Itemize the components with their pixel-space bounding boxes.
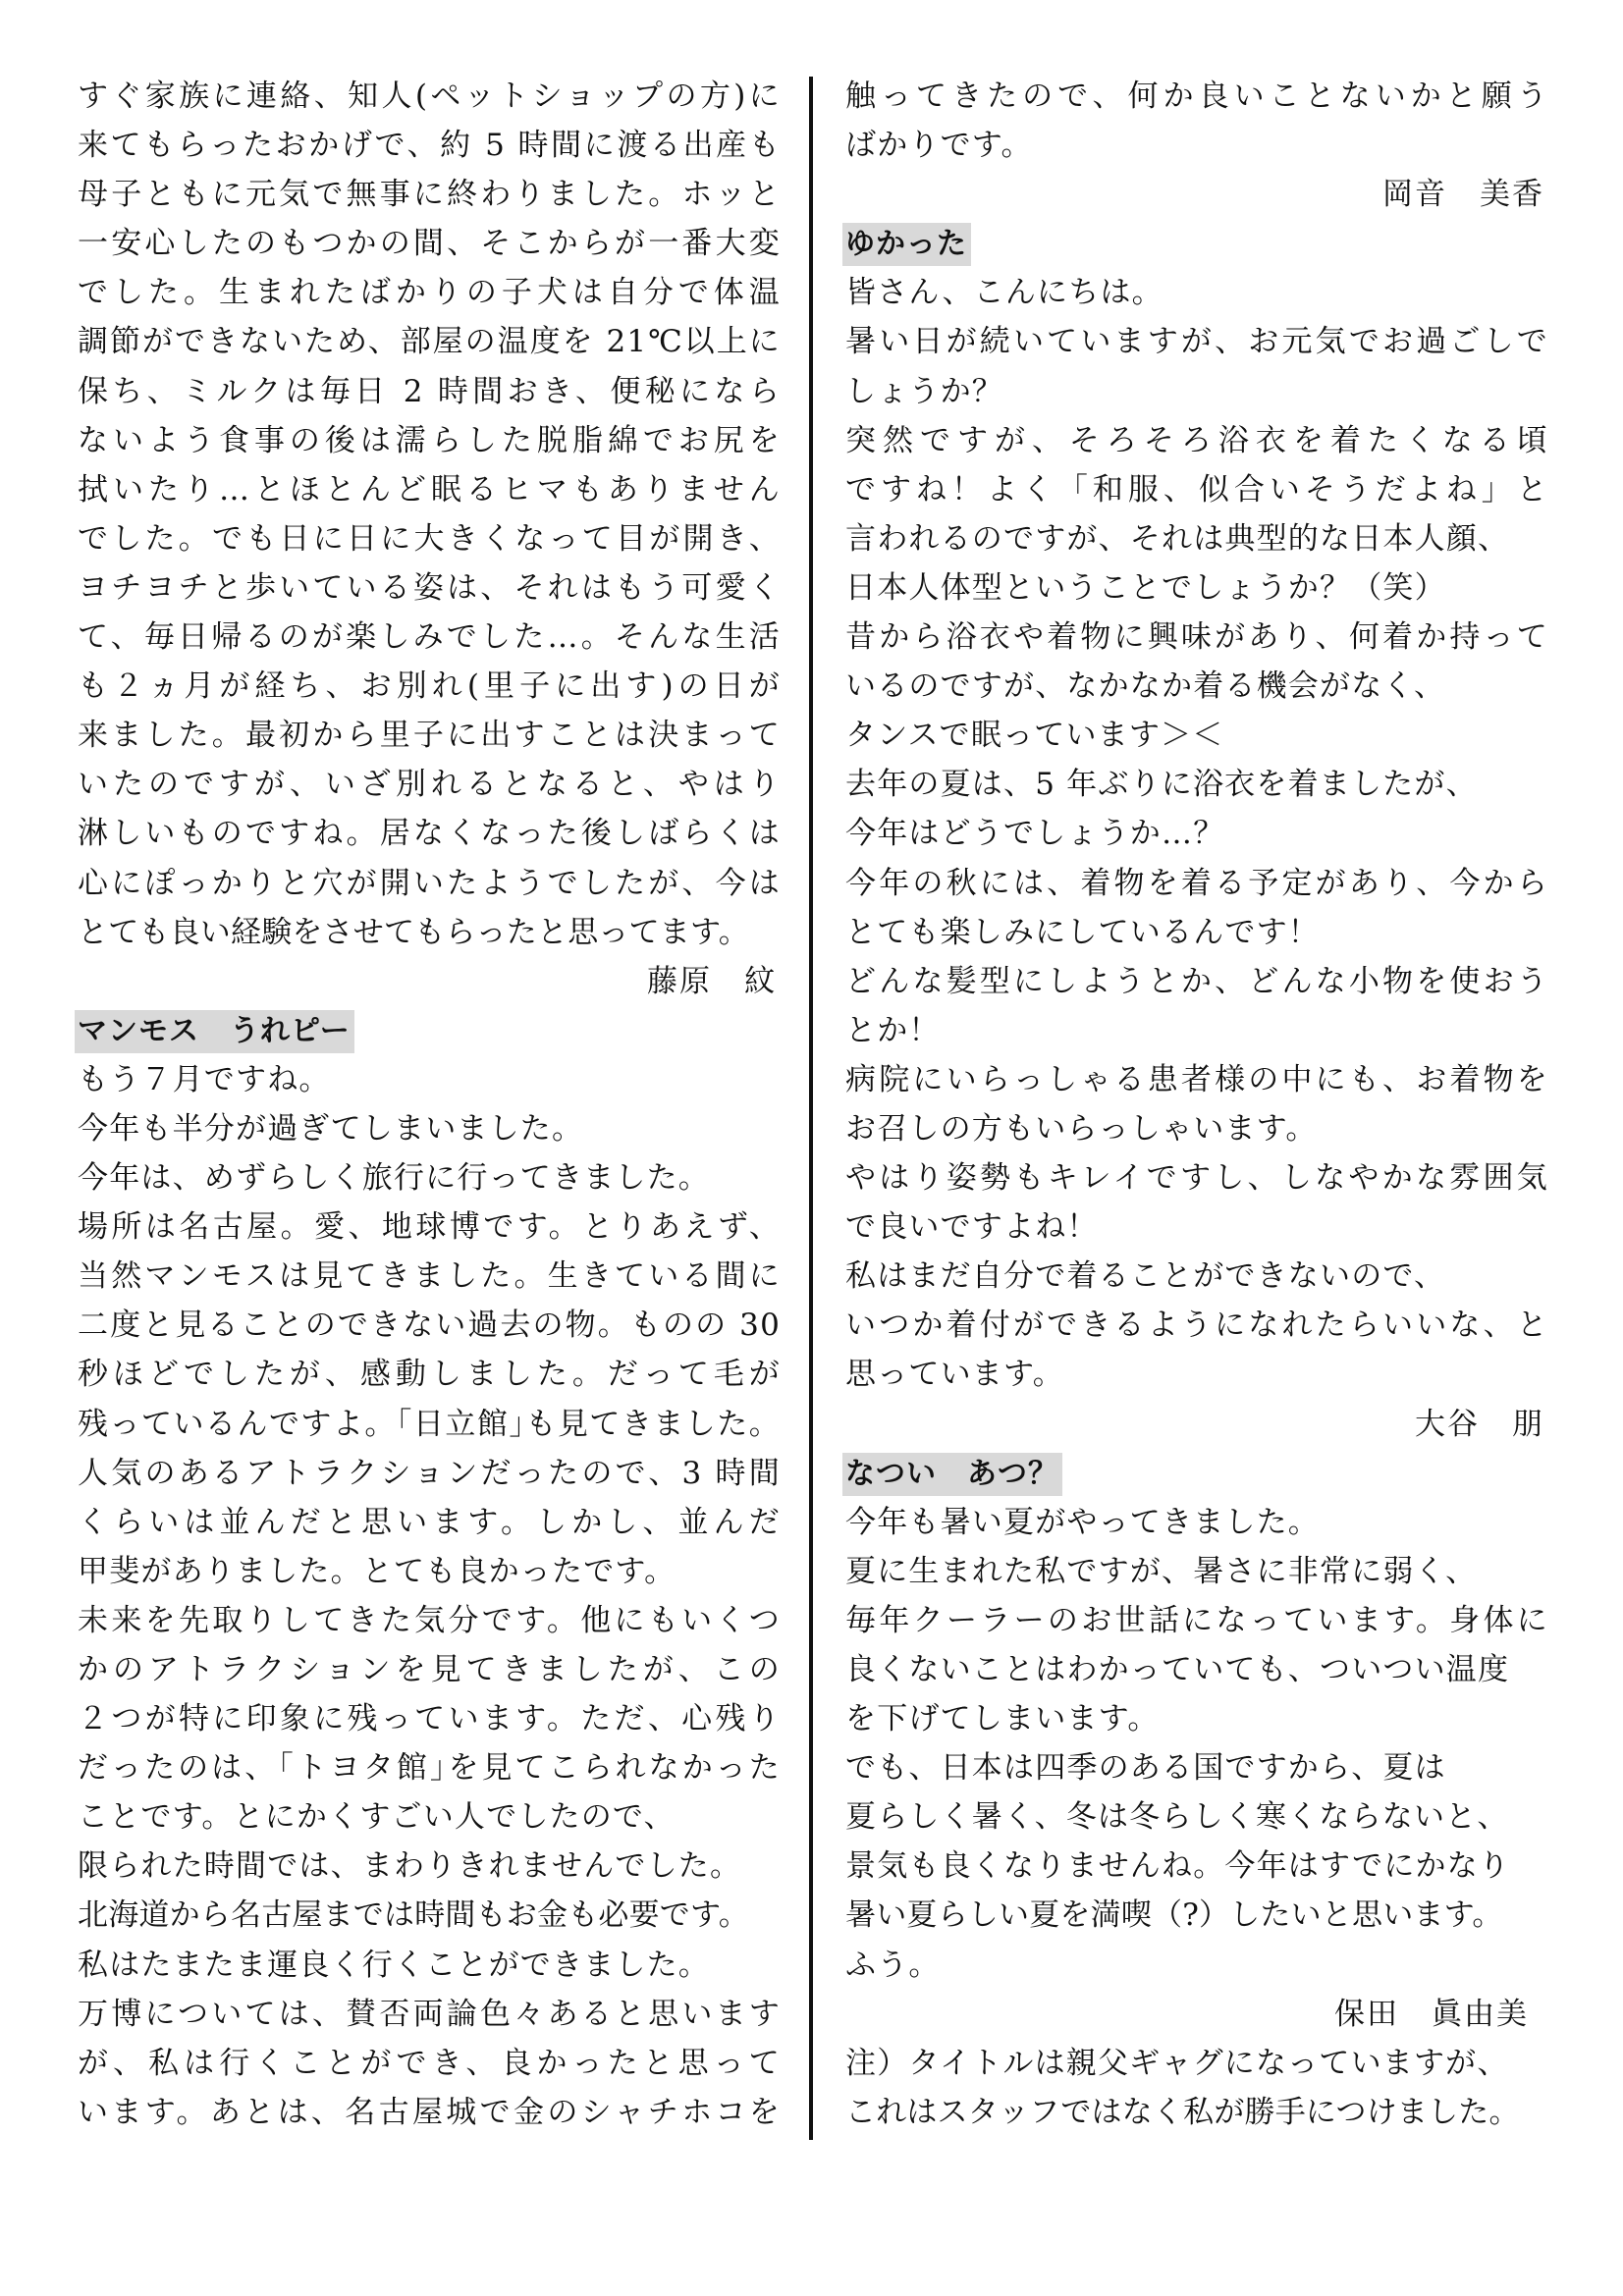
body-line: で良いですよね！ — [845, 1209, 1099, 1246]
body-line: お召しの方もいらっしゃいます。 — [845, 1110, 1318, 1147]
body-line: 私はたまたま運良く行くことができました。 — [78, 1947, 710, 1983]
article-heading-row — [78, 1006, 781, 1055]
body-line: しょうか？ — [845, 373, 1003, 409]
body-line: 今年も暑い夏がやってきました。 — [845, 1504, 1320, 1540]
body-line: 場所は名古屋。愛、地球博です。とりあえず、 — [78, 1209, 781, 1246]
body-line: とても楽しみにしているんです！ — [845, 914, 1320, 950]
body-line: います。あとは、名古屋城で金のシャチホコを — [78, 2094, 781, 2130]
body-line: でした。生まれたばかりの子犬は自分で体温 — [78, 275, 781, 311]
article-heading-row — [845, 219, 1548, 268]
body-line: 私はまだ自分で着ることができないので、 — [845, 1258, 1446, 1295]
body-line: 母子ともに元気で無事に終わりました。ホッと — [78, 177, 781, 213]
body-line: 昔から浴衣や着物に興味があり、何着か持って — [845, 619, 1548, 656]
article-yukatta — [845, 219, 1548, 1448]
body-line: タンスで眠っています＞＜ — [845, 718, 1224, 754]
body-line: 北海道から名古屋までは時間もお金も必要です。 — [78, 1897, 749, 1934]
body-line: 来ました。最初から里子に出すことは決まって — [78, 718, 781, 754]
body-line: 一安心したのもつかの間、そこからが一番大変 — [78, 226, 781, 262]
body-line: 良くないことはわかっていても、ついつい温度 — [845, 1652, 1510, 1687]
body-line: 今年は、めずらしく旅行に行ってきました。 — [78, 1160, 710, 1197]
body-line: 来てもらったおかげで、約 5 時間に渡る出産も — [78, 128, 781, 164]
body-line: だったのは、｢トヨタ館｣を見てこられなかった — [78, 1750, 781, 1787]
body-line: 保ち、ミルクは毎日 2 時間おき、便秘になら — [78, 373, 781, 409]
article-title: マンモス うれピー — [75, 1010, 354, 1053]
body-line: すぐ家族に連絡、知人(ペットショップの方)に — [78, 79, 781, 114]
article-title: ゆかった — [842, 223, 971, 266]
body-line: 皆さん、こんにちは。 — [845, 275, 1163, 311]
body-line: も２ヵ月が経ち、お別れ(里子に出す)の日が — [78, 668, 781, 705]
author-signature: 大谷 朋 — [1415, 1406, 1544, 1442]
body-line: ばかりです。 — [845, 128, 1033, 164]
article-natsui-atsu — [845, 1449, 1548, 2137]
body-line: 調節ができないため、部屋の温度を 21℃以上に — [78, 324, 781, 360]
body-line: 景気も良くなりませんね。今年はすでにかなり — [845, 1848, 1511, 1885]
left-column — [78, 72, 781, 2137]
body-line: 今年の秋には、着物を着る予定があり、今から — [845, 865, 1548, 901]
body-line: 秒ほどでしたが、感動しました。だって毛が — [78, 1357, 781, 1393]
body-line: 心にぽっかりと穴が開いたようでしたが、今は — [78, 865, 781, 901]
body-line: とても良い経験をさせてもらったと思ってます。 — [78, 914, 749, 950]
body-line: 限られた時間では、まわりきれませんでした。 — [78, 1848, 742, 1885]
body-line: 去年の夏は、5 年ぶりに浴衣を着ましたが、 — [845, 767, 1478, 803]
body-line: を下げてしまいます。 — [845, 1701, 1160, 1737]
body-line: 未来を先取りしてきた気分です。他にもいくつ — [78, 1602, 781, 1638]
body-line: 夏に生まれた私ですが、暑さに非常に弱く、 — [845, 1553, 1478, 1589]
body-line: 人気のあるアトラクションだったので、3 時間 — [78, 1455, 781, 1491]
right-column — [845, 72, 1548, 2137]
body-line: 夏らしく暑く、冬は冬らしく寒くならないと、 — [845, 1799, 1509, 1836]
body-line: でした。でも日に日に大きくなって目が開き、 — [78, 520, 781, 557]
body-line: ことです。とにかくすごい人でしたので、 — [78, 1799, 676, 1836]
body-line: 暑い日が続いていますが、お元気でお過ごしで — [845, 324, 1548, 360]
body-line: 思っています。 — [845, 1357, 1064, 1393]
body-line: ですね！よく「和服、似合いそうだよね」と — [845, 471, 1548, 507]
body-line: もう７月ですね。 — [78, 1061, 331, 1097]
body-line: 日本人体型ということでしょうか？（笑） — [845, 569, 1446, 606]
body-line: 触ってきたので、何か良いことないかと願う — [845, 79, 1548, 114]
body-line: ２つが特に印象に残っています。ただ、心残り — [78, 1701, 781, 1737]
body-line: かのアトラクションを見てきましたが、この — [78, 1652, 781, 1687]
author-signature: 保田 眞由美 — [1334, 1996, 1529, 2032]
body-line: 病院にいらっしゃる患者様の中にも、お着物を — [845, 1061, 1548, 1097]
article-mammoth-tail — [845, 72, 1548, 219]
body-line: くらいは並んだと思います。しかし、並んだ — [78, 1504, 781, 1540]
body-line: 言われるのですが、それは典型的な日本人顔、 — [845, 520, 1510, 557]
body-line: 拭いたり…とほとんど眠るヒマもありません — [78, 471, 781, 507]
author-signature: 藤原 紋 — [647, 963, 777, 999]
body-line: ヨチヨチと歩いている姿は、それはもう可愛く — [78, 569, 781, 606]
body-line: ないよう食事の後は濡らした脱脂綿でお尻を — [78, 422, 781, 458]
article-heading-row — [845, 1449, 1548, 1498]
author-signature: 岡音 美香 — [1382, 177, 1544, 213]
body-line: とか！ — [845, 1012, 941, 1048]
body-line: 毎年クーラーのお世話になっています。身体に — [845, 1602, 1548, 1638]
article-fujiwara-tail — [78, 72, 781, 1006]
body-line: どんな髪型にしようとか、どんな小物を使おう — [845, 963, 1548, 999]
body-line: 突然ですが、そろそろ浴衣を着たくなる頃 — [845, 422, 1548, 458]
body-line: が、私は行くことができ、良かったと思って — [78, 2045, 781, 2081]
body-line: いつか着付ができるようになれたらいいな、と — [845, 1308, 1548, 1344]
body-line: 当然マンモスは見てきました。生きている間に — [78, 1258, 781, 1295]
body-line: 暑い夏らしい夏を満喫（?）したいと思います。 — [845, 1897, 1503, 1934]
body-line: 今年はどうでしょうか…？ — [845, 816, 1225, 852]
body-line: ふう。 — [845, 1947, 941, 1983]
body-line: 万博については、賛否両論色々あると思います — [78, 1996, 781, 2032]
article-title: なつい あつ？ — [842, 1453, 1062, 1496]
column-divider — [809, 77, 813, 2140]
footnote-line: 注）タイトルは親父ギャグになっていますが、 — [845, 2045, 1509, 2081]
body-line: 二度と見ることのできない過去の物。ものの 30 — [78, 1308, 781, 1344]
body-line: やはり姿勢もキレイですし、しなやかな雰囲気 — [845, 1160, 1548, 1197]
body-line: 残っているんですよ。｢日立館｣も見てきました。 — [78, 1406, 781, 1442]
body-line: いたのですが、いざ別れるとなると、やはり — [78, 767, 781, 803]
footnote-line: これはスタッフではなく私が勝手につけました。 — [845, 2094, 1520, 2130]
body-line: 淋しいものですね。居なくなった後しばらくは — [78, 816, 781, 852]
body-line: でも、日本は四季のある国ですから、夏は — [845, 1750, 1446, 1787]
article-mammoth — [78, 1006, 781, 2137]
body-line: 甲斐がありました。とても良かったです。 — [78, 1553, 676, 1589]
body-line: いるのですが、なかなか着る機会がなく、 — [845, 668, 1446, 705]
body-line: 今年も半分が過ぎてしまいました。 — [78, 1110, 584, 1147]
body-line: て、毎日帰るのが楽しみでした…。そんな生活 — [78, 619, 781, 656]
